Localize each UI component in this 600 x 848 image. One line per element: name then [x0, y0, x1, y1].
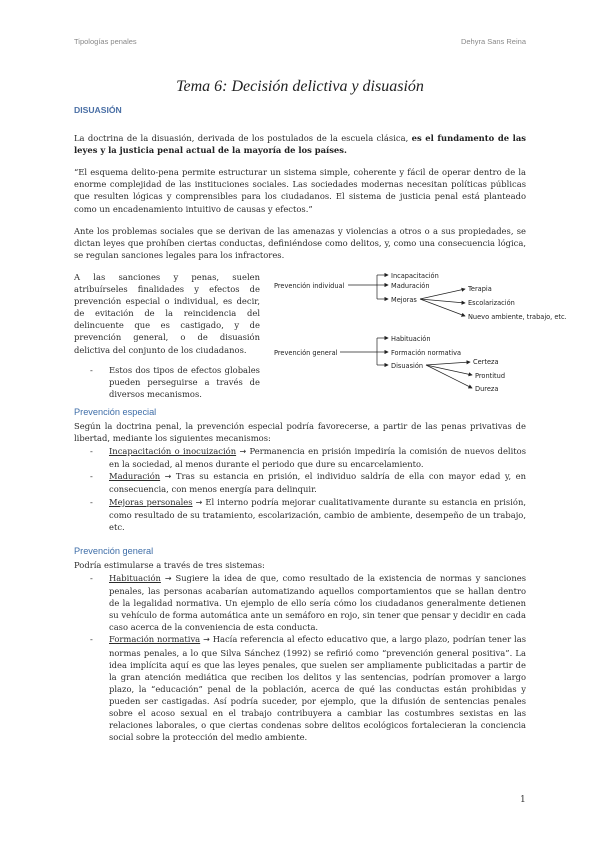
term: Habituación — [109, 573, 161, 583]
term: Mejoras personales — [109, 496, 193, 507]
paragraph-intro-text: La doctrina de la disuasión, derivada de los postulados de la escuela clásica, — [74, 133, 412, 144]
list-item — [74, 496, 526, 533]
header-left: Tipologías penales — [74, 37, 137, 46]
header-right: Dehyra Sans Reina — [460, 37, 526, 46]
especial-list — [74, 445, 526, 533]
general-list — [74, 572, 526, 743]
diagram-incapacitacion: Incapacitación — [391, 271, 439, 280]
diagram-arrow — [426, 362, 470, 365]
diagram-arrow — [420, 299, 465, 316]
diagram-maduracion: Maduración — [391, 281, 430, 290]
term: Incapacitación o inocuización — [109, 446, 237, 457]
diagram-arrow — [420, 299, 465, 303]
paragraph-sanctions: A las sanciones y penas, suelen atribuírseles finalidades y efectos de prevención especial o individual, es decir, de evitación de la reincidencia del delincuente que es castigado, y de prevención general, o de disuasión delictiva del conjunto de los ciudadanos. — [74, 271, 260, 355]
diagram-arrow — [426, 365, 472, 388]
prevention-diagram — [272, 271, 567, 400]
diagram-formacion-normativa: Formación normativa — [391, 348, 462, 357]
diagram-mejoras: Mejoras — [391, 295, 417, 304]
arrow-symbol: → — [239, 447, 247, 457]
diagram-escolarizacion: Escolarización — [468, 298, 515, 307]
list-item — [74, 470, 526, 495]
item-text: Permanencia en prisión impediría la comisión de nuevos delitos en la sociedad, al menos durante el periodo que dure su encarcelamiento. — [109, 446, 526, 470]
diagram-nuevo-ambiente: Nuevo ambiente, trabajo, etc. — [468, 312, 567, 321]
arrow-symbol: → — [203, 635, 210, 645]
section-heading-general: Prevención general — [74, 545, 154, 556]
document-body — [74, 104, 567, 743]
term: Formación normativa — [109, 634, 201, 645]
list-item — [74, 572, 526, 633]
diagram-arrow — [420, 289, 465, 299]
paragraph-intro-bold: es el fundamento de las leyes y la justicia penal actual de la mayoría de los países. — [74, 133, 526, 156]
term: Maduración — [109, 471, 161, 482]
diagram-arrow — [426, 365, 472, 375]
list-item — [74, 633, 526, 743]
diagram-dureza: Dureza — [475, 384, 499, 393]
section-heading-especial: Prevención especial — [74, 406, 157, 417]
item-text: Sugiere la idea de que, como resultado de la existencia de normas y sanciones penales, las personas acabarían automatizando aquellos comportamientos que se hallan dentro de la legalidad normativa. Un ejemplo de ello sería cómo los ciudadanos generalmente detienen su vehículo de forma automática ante un semáforo en rojo, sin tener que pensar y decidir en cada caso acerca de la conveniencia de esta conducta. — [109, 573, 526, 633]
diagram-habituacion: Habituación — [391, 334, 431, 343]
prevention-diagram-svg — [272, 271, 567, 393]
page-title: Tema 6: Decisión delictiva y disuasión — [176, 78, 424, 95]
list-item: - Estos dos tipos de efectos globales pueden perseguirse a través de diversos mecanismos. — [74, 364, 260, 400]
arrow-symbol: → — [164, 574, 172, 583]
page-number: 1 — [520, 795, 526, 805]
paragraph-general-intro: Podría estimularse a través de tres sistemas: — [74, 559, 265, 570]
sanctions-block — [74, 271, 567, 400]
paragraph-intro — [74, 132, 526, 156]
mechanisms-list — [74, 364, 260, 400]
item-text: El interno podría mejorar cualitativamente durante su estancia en prisión, como resultado de su tratamiento, escolarización, cambio de ambiente, desempeño de un trabajo, etc. — [109, 496, 526, 532]
list-item — [74, 445, 526, 470]
item-text: Hacía referencia al efecto educativo que, a largo plazo, podrían tener las normas penales, a lo que Silva Sánchez (1992) se refirió como “prevención general positiva”. La idea implícita aquí es que las leyes penales, que suelen ser ampliamente publicitadas a partir de la gran atención mediática que reciben los delitos y las sentencias, podrían promover a largo plazo, la “educación” penal de la población, acerca de qué las conductas están prohibidas y pueden ser castigadas. Así podría suceder, por ejemplo, que la difusión de sentencias penales sobre el acoso sexual en el trabajo contribuyera a cambiar las costumbres sexistas en las relaciones laborales, o que ciertas condenas sobre delitos ecológicos fortalecieran la conciencia social sobre la protección del medio ambiente. — [109, 634, 527, 743]
sanctions-text — [74, 271, 260, 400]
section-heading-disuasion: DISUASIÓN — [74, 105, 122, 115]
diagram-disuasion: Disuasión — [391, 361, 424, 370]
arrow-symbol: → — [195, 497, 203, 507]
diagram-terapia: Terapia — [468, 284, 492, 293]
diagram-prontitud: Prontitud — [475, 371, 506, 380]
diagram-prev-general: Prevención general — [274, 348, 338, 357]
arrow-symbol: → — [164, 472, 172, 482]
paragraph-especial-intro: Según la doctrina penal, la prevención especial podría favorecerse, a partir de las penas privativas de libertad, mediante los siguientes mecanismos: — [74, 420, 526, 444]
item-text: Tras su estancia en prisión, el individuo saldría de ella con mayor edad y, en consecuencia, con menos energía para delinquir. — [109, 471, 526, 495]
paragraph-quote: “El esquema delito-pena permite estructurar un sistema simple, coherente y fácil de operar dentro de la enorme complejidad de las instituciones sociales. Las sociedades modernas necesitan políticas públicas que resulten lógicas y comprensibles para los ciudadanos. El sistema de justicia penal está planteado como un encadenamiento intuitivo de causas y efectos.” — [74, 167, 526, 214]
diagram-prev-individual: Prevención individual — [274, 281, 345, 290]
paragraph-problems: Ante los problemas sociales que se derivan de las amenazas y violencias a otros o a sus propiedades, se dictan leyes que prohíben ciertas conductas, definiéndose como delitos, y, como una consecuencia lógica, se regulan sanciones legales para los infractores. — [74, 225, 526, 260]
diagram-certeza: Certeza — [473, 357, 499, 366]
